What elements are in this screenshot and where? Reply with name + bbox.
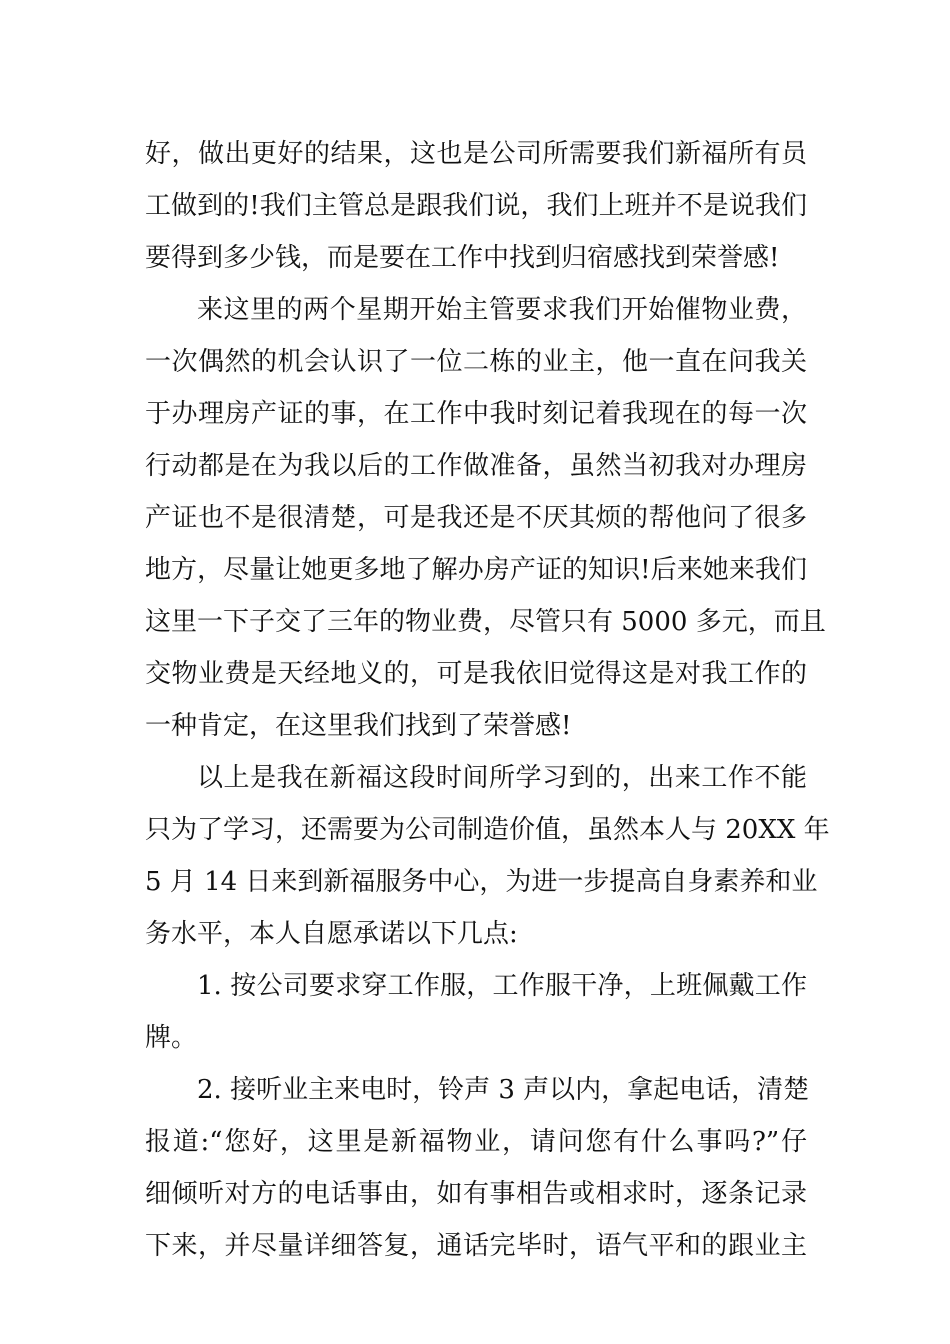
list-item-1-line-2: 牌。 bbox=[145, 1023, 198, 1053]
document-body bbox=[145, 128, 830, 1272]
text-line-3: 要得到多少钱，而是要在工作中找到归宿感找到荣誉感! bbox=[145, 243, 780, 273]
list-item-1-line-1: 1. 按公司要求穿工作服，工作服干净，上班佩戴工作 bbox=[197, 971, 807, 1001]
paragraph-2-line-1: 来这里的两个星期开始主管要求我们开始催物业费， bbox=[197, 295, 807, 325]
text-line-1: 好，做出更好的结果，这也是公司所需要我们新福所有员 bbox=[145, 139, 807, 169]
paragraph-3-line-1: 以上是我在新福这段时间所学习到的，出来工作不能 bbox=[197, 763, 807, 793]
list-item-2-line-1: 2. 接听业主来电时，铃声 3 声以内，拿起电话，清楚 bbox=[197, 1075, 810, 1105]
paragraph-2-line-8: 交物业费是天经地义的，可是我依旧觉得这是对我工作的 bbox=[145, 659, 807, 689]
paragraph-2-line-3: 于办理房产证的事，在工作中我时刻记着我现在的每一次 bbox=[145, 399, 807, 429]
paragraph-3-line-4: 务水平，本人自愿承诺以下几点: bbox=[145, 919, 518, 949]
paragraph-2-line-4: 行动都是在为我以后的工作做准备，虽然当初我对办理房 bbox=[145, 451, 807, 481]
paragraph-2-line-5: 产证也不是很清楚，可是我还是不厌其烦的帮他问了很多 bbox=[145, 503, 807, 533]
list-item-2-line-4: 下来，并尽量详细答复，通话完毕时，语气平和的跟业主 bbox=[145, 1231, 807, 1261]
list-item-2-line-2: 报道:“您好，这里是新福物业，请问您有什么事吗?”仔 bbox=[145, 1127, 807, 1157]
paragraph-2-line-7: 这里一下子交了三年的物业费，尽管只有 5000 多元，而且 bbox=[145, 607, 826, 637]
paragraph-2-line-2: 一次偶然的机会认识了一位二栋的业主，他一直在问我关 bbox=[145, 347, 807, 377]
list-item-2-line-3: 细倾听对方的电话事由，如有事相告或相求时，逐条记录 bbox=[145, 1179, 807, 1209]
text-line-2: 工做到的!我们主管总是跟我们说，我们上班并不是说我们 bbox=[145, 191, 807, 221]
paragraph-2-line-6: 地方，尽量让她更多地了解办房产证的知识!后来她来我们 bbox=[145, 555, 807, 585]
paragraph-3-line-2: 只为了学习，还需要为公司制造价值，虽然本人与 20XX 年 bbox=[145, 815, 830, 845]
paragraph-3-line-3: 5 月 14 日来到新福服务中心，为进一步提高自身素养和业 bbox=[145, 867, 818, 897]
paragraph-2-line-9: 一种肯定，在这里我们找到了荣誉感! bbox=[145, 711, 572, 741]
